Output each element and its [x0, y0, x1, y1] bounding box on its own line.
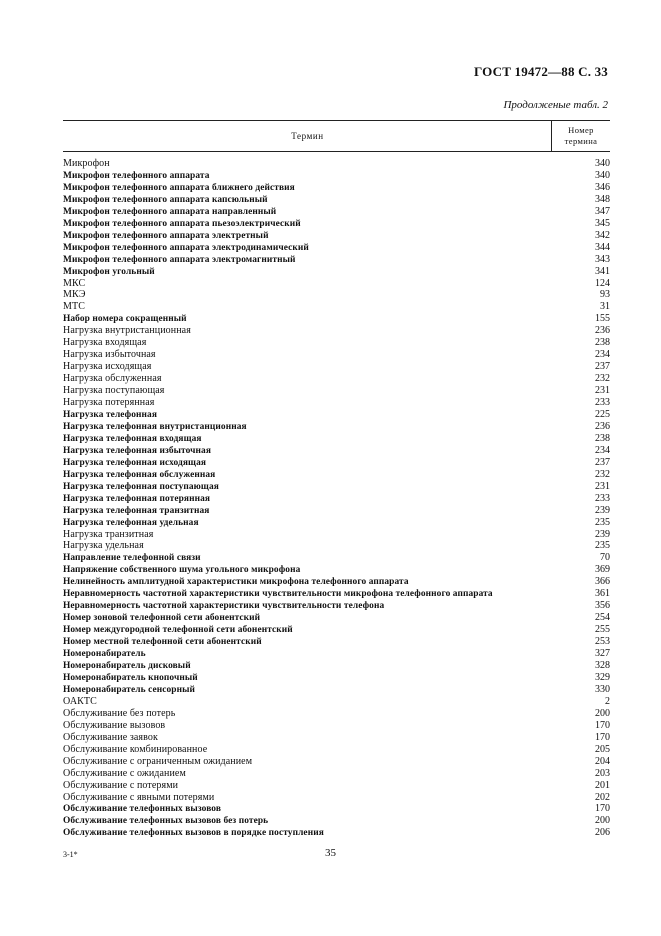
- term-row: [63, 301, 610, 313]
- term-text: Номер междугородной телефонной сети абонентский: [63, 625, 293, 636]
- term-row: [63, 373, 610, 385]
- term-text: Нагрузка поступающая: [63, 385, 165, 397]
- term-text: Микрофон телефонного аппарата электродинамический: [63, 242, 309, 253]
- term-row: [63, 313, 610, 325]
- term-number: 31: [600, 301, 610, 313]
- term-number: 369: [595, 564, 610, 576]
- term-number: 345: [595, 217, 610, 229]
- term-number: 239: [595, 504, 610, 516]
- term-row: [63, 815, 610, 827]
- term-row: [63, 421, 610, 433]
- term-text: МТС: [63, 301, 85, 313]
- term-row: [63, 732, 610, 744]
- term-row: [63, 230, 610, 242]
- term-number: 237: [595, 456, 610, 468]
- term-row: [63, 361, 610, 373]
- term-text: Нагрузка удельная: [63, 540, 144, 552]
- term-row: [63, 493, 610, 505]
- term-text: Нагрузка телефонная удельная: [63, 517, 199, 528]
- term-text: Микрофон: [63, 157, 110, 169]
- term-text: Номер зоновой телефонной сети абонентский: [63, 613, 261, 624]
- term-text: Нагрузка телефонная обслуженная: [63, 469, 216, 480]
- term-text: Неравномерность частотной характеристики чувствительности телефона: [63, 601, 385, 612]
- term-number: 233: [595, 492, 610, 504]
- term-number: 346: [595, 181, 610, 193]
- term-number: 231: [595, 385, 610, 397]
- term-row: [63, 385, 610, 397]
- term-row: [63, 564, 610, 576]
- footer-mark: 3-1*: [63, 850, 78, 859]
- table-continuation-caption: Продолженые табл. 2: [503, 99, 608, 111]
- term-number: 2: [605, 695, 610, 707]
- term-number: 232: [595, 373, 610, 385]
- column-header-term: Термин: [291, 131, 324, 141]
- term-row: [63, 325, 610, 337]
- term-text: Нагрузка потерянная: [63, 397, 155, 409]
- document-header: ГОСТ 19472—88 С. 33: [474, 64, 608, 79]
- term-text: Обслуживание с потерями: [63, 779, 179, 791]
- term-row: [63, 672, 610, 684]
- term-number: 239: [595, 528, 610, 540]
- term-number: 348: [595, 193, 610, 205]
- term-text: МКЭ: [63, 289, 86, 301]
- term-number: 340: [595, 169, 610, 181]
- term-row: [63, 206, 610, 218]
- term-number: 232: [595, 468, 610, 480]
- term-row: [63, 218, 610, 230]
- term-row: [63, 529, 610, 541]
- term-text: Обслуживание телефонных вызовов в порядке поступления: [63, 828, 324, 839]
- term-row: [63, 278, 610, 290]
- term-row: [63, 720, 610, 732]
- term-row: [63, 266, 610, 278]
- term-text: Обслуживание вызовов: [63, 719, 166, 731]
- term-row: [63, 194, 610, 206]
- table-header: [63, 120, 610, 152]
- term-row: [63, 158, 610, 170]
- term-number: 204: [595, 755, 610, 767]
- term-row: [63, 612, 610, 624]
- term-text: Обслуживание телефонных вызовов без потерь: [63, 816, 269, 827]
- term-row: [63, 636, 610, 648]
- term-row: [63, 170, 610, 182]
- term-number: 201: [595, 779, 610, 791]
- term-number: 124: [595, 277, 610, 289]
- term-row: [63, 541, 610, 553]
- term-number: 327: [595, 648, 610, 660]
- term-text: Микрофон телефонного аппарата электромагнитный: [63, 254, 296, 265]
- term-number: 344: [595, 241, 610, 253]
- term-row: [63, 337, 610, 349]
- term-text: Микрофон угольный: [63, 266, 155, 277]
- term-text: Набор номера сокращенный: [63, 314, 187, 325]
- term-row: [63, 445, 610, 457]
- term-number: 70: [600, 552, 610, 564]
- term-number: 238: [595, 432, 610, 444]
- term-row: [63, 744, 610, 756]
- term-row: [63, 708, 610, 720]
- term-text: Номер местной телефонной сети абонентский: [63, 637, 262, 648]
- term-text: Микрофон телефонного аппарата направленный: [63, 206, 277, 217]
- term-row: [63, 648, 610, 660]
- term-number: 233: [595, 397, 610, 409]
- page-number: 35: [325, 847, 336, 859]
- term-number: 206: [595, 827, 610, 839]
- term-text: Нагрузка внутристанционная: [63, 325, 191, 337]
- term-row: [63, 624, 610, 636]
- term-row: [63, 242, 610, 254]
- term-row: [63, 576, 610, 588]
- term-number: 234: [595, 444, 610, 456]
- term-row: [63, 254, 610, 266]
- term-row: [63, 696, 610, 708]
- term-number: 236: [595, 420, 610, 432]
- term-text: Микрофон телефонного аппарата пьезоэлектрический: [63, 218, 301, 229]
- term-text: Нагрузка телефонная: [63, 410, 158, 420]
- term-number: 155: [595, 313, 610, 325]
- term-number: 236: [595, 325, 610, 337]
- column-header-number-line2: термина: [564, 136, 598, 146]
- term-number: 356: [595, 600, 610, 612]
- term-text: Обслуживание телефонных вызовов: [63, 804, 222, 815]
- term-text: Обслуживание с ожиданием: [63, 767, 186, 779]
- term-text: Обслуживание с явными потерями: [63, 791, 215, 803]
- term-number: 235: [595, 516, 610, 528]
- term-number: 330: [595, 683, 610, 695]
- term-number: 170: [595, 719, 610, 731]
- term-number: 93: [600, 289, 610, 301]
- term-text: Нагрузка исходящая: [63, 361, 152, 373]
- term-row: [63, 505, 610, 517]
- term-text: Номеронабиратель кнопочный: [63, 672, 198, 683]
- term-row: [63, 600, 610, 612]
- term-row: [63, 792, 610, 804]
- term-text: Нагрузка избыточная: [63, 349, 156, 361]
- term-number: 340: [595, 157, 610, 169]
- term-text: Номеронабиратель: [63, 649, 146, 660]
- term-number: 341: [595, 265, 610, 277]
- term-text: Неравномерность частотной характеристики чувствительности микрофона телефонного аппарата: [63, 589, 493, 600]
- term-text: Нагрузка телефонная поступающая: [63, 481, 219, 492]
- term-text: Направление телефонной связи: [63, 553, 201, 564]
- term-text: Микрофон телефонного аппарата ближнего действия: [63, 182, 295, 193]
- term-number: 231: [595, 480, 610, 492]
- term-text: МКС: [63, 277, 86, 289]
- term-number: 253: [595, 636, 610, 648]
- term-text: Обслуживание заявок: [63, 731, 158, 743]
- term-text: Нелинейность амплитудной характеристики микрофона телефонного аппарата: [63, 577, 409, 588]
- term-number: 329: [595, 671, 610, 683]
- term-number: 202: [595, 791, 610, 803]
- term-text: ОАКТС: [63, 695, 97, 707]
- term-row: [63, 433, 610, 445]
- term-row: [63, 803, 610, 815]
- term-number: 255: [595, 624, 610, 636]
- term-number: 203: [595, 767, 610, 779]
- term-number: 200: [595, 707, 610, 719]
- term-text: Нагрузка телефонная входящая: [63, 433, 202, 444]
- term-text: Микрофон телефонного аппарата капсюльный: [63, 194, 268, 205]
- term-number: 237: [595, 361, 610, 373]
- term-number: 366: [595, 576, 610, 588]
- term-text: Нагрузка обслуженная: [63, 373, 162, 385]
- term-row: [63, 289, 610, 301]
- term-number: 235: [595, 540, 610, 552]
- term-text: Нагрузка телефонная внутристанционная: [63, 421, 247, 432]
- term-row: [63, 552, 610, 564]
- term-row: [63, 780, 610, 792]
- term-number: 343: [595, 253, 610, 265]
- term-number: 328: [595, 660, 610, 672]
- term-number: 170: [595, 731, 610, 743]
- column-header-number: [551, 121, 610, 151]
- term-number: 254: [595, 612, 610, 624]
- term-text: Нагрузка телефонная исходящая: [63, 457, 207, 468]
- term-row: [63, 588, 610, 600]
- term-row: [63, 481, 610, 493]
- term-text: Обслуживание комбинированное: [63, 743, 208, 755]
- term-text: Нагрузка телефонная потерянная: [63, 493, 211, 504]
- term-row: [63, 660, 610, 672]
- term-number: 225: [595, 409, 610, 420]
- term-text: Обслуживание с ограниченным ожиданием: [63, 755, 253, 767]
- term-text: Нагрузка входящая: [63, 337, 147, 349]
- term-number: 238: [595, 337, 610, 349]
- term-text: Микрофон телефонного аппарата электретный: [63, 230, 269, 241]
- term-text: Нагрузка транзитная: [63, 528, 154, 540]
- term-number: 200: [595, 815, 610, 827]
- column-header-number-line1: Номер: [568, 125, 594, 135]
- term-row: [63, 409, 610, 421]
- term-text: Номеронабиратель сенсорный: [63, 684, 196, 695]
- term-text: Микрофон телефонного аппарата: [63, 170, 210, 181]
- term-row: [63, 684, 610, 696]
- term-row: [63, 517, 610, 529]
- term-text: Нагрузка телефонная избыточная: [63, 445, 212, 456]
- term-text: Обслуживание без потерь: [63, 707, 176, 719]
- term-row: [63, 397, 610, 409]
- term-row: [63, 182, 610, 194]
- term-text: Номеронабиратель дисковый: [63, 661, 191, 672]
- term-number: 361: [595, 588, 610, 600]
- term-number: 234: [595, 349, 610, 361]
- term-number: 205: [595, 743, 610, 755]
- term-number: 342: [595, 229, 610, 241]
- term-row: [63, 469, 610, 481]
- term-row: [63, 756, 610, 768]
- term-row: [63, 827, 610, 839]
- term-text: Нагрузка телефонная транзитная: [63, 505, 210, 516]
- term-row: [63, 457, 610, 469]
- term-row: [63, 768, 610, 780]
- term-index-list: [63, 158, 610, 839]
- term-text: Напряжение собственного шума угольного микрофона: [63, 565, 301, 576]
- term-number: 170: [595, 803, 610, 815]
- term-number: 347: [595, 205, 610, 217]
- term-row: [63, 349, 610, 361]
